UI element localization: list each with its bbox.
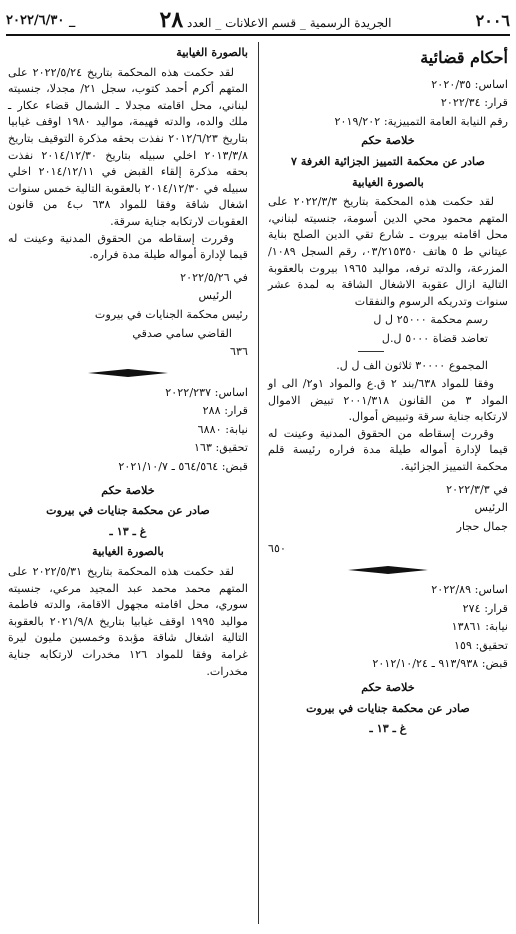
issuing-court: صادر عن محكمة التمييز الجزائية الغرفة ٧	[291, 153, 485, 168]
decision-line: قرار: ٢٠٢٢/٣٤	[440, 96, 508, 110]
sum-rule	[358, 351, 384, 352]
total-line: المجموع ٣٠٠٠٠ ثلاثون الف ل ل.	[336, 358, 488, 372]
judgment-text: لقد حكمت هذه المحكمة بتاريخ ٢٠٢٢/٥/٢٤ على المتهم أكرم أحمد كتوب، سجل ٢١/ مجدلا، جنسيته لبناني، محل اقامته مجدلا ـ الشمال قضاء عكار ـ ملك والده، والدته فهيمة، مواليد ١٩٨٠ اوقف غيابيا بتاريخ ٢٠١٢/٦/٢٣ نفذت بحقه مذكرة التوقيف بتاريخ ٢٠١٣/٣/٨ اخلي سبيله بتاريخ ٢٠١٤/١٢/٣٠ نفذت بحقه مذكرة إلقاء القبض في ٢٠١٤/١٢/١١ اخلي سبيله في ٢٠١٤/١٢/٣٠ بالعقوبة التالية خمس سنوات اشغال شاقة وفقا للمواد ٦٣٨ ب٤ من قانون العقوبات لارتكابه جناية سرقة.	[8, 65, 249, 228]
civil-rights-text: وقررت إسقاطه من الحقوق المدنية وعينت له قيما لإدارة أمواله طيلة مدة فراره.	[8, 231, 248, 262]
section-separator	[268, 566, 508, 574]
page-number: ٢٠٠٦	[475, 10, 510, 30]
investigation-line: تحقيق: ١٦٣	[193, 441, 248, 455]
arrest-line: قبض: ٥٦٤/٥٦٤ ـ ٢٠٢١/١٠/٧	[118, 460, 248, 474]
legal-basis-text: وفقا للمواد ٦٣٨/بند ٢ ق.ع والمواد ١و٢/ الى او المواد ٣ من القانون ٢٠٠١/٣١٨ تبيض الاموال لارتكابه جناية سرقة وتبييض أموال.	[268, 377, 508, 424]
judges-fee: تعاضد قضاة ٥٠٠٠ ل.ل	[381, 331, 488, 345]
right-column	[268, 44, 508, 741]
signature-date: في ٢٠٢٢/٣/٣	[446, 482, 508, 496]
section-separator	[8, 369, 248, 377]
reference-number: ٦٥٠	[268, 542, 287, 556]
left-column	[8, 44, 248, 680]
issuing-court: صادر عن محكمة جنايات في بيروت	[306, 700, 470, 715]
in-absentia-label: بالصورة الغيابية	[92, 544, 164, 559]
header-rule	[6, 34, 510, 36]
cassation-number: رقم النيابة العامة التمييزية: ٢٠١٩/٢٠٢	[334, 114, 508, 128]
prosecution-line: نيابة: ٦٨٨٠	[197, 422, 248, 436]
court-fee: رسم محكمة ٢٥٠٠٠ ل ل	[373, 313, 488, 327]
basis-line: اساس: ٢٠٢٢/٢٣٧	[165, 385, 248, 399]
signatory-name: القاضي سامي صدقي	[132, 326, 232, 340]
judgment-text: لقد حكمت هذه المحكمة بتاريخ ٢٠٢٢/٥/٣١ على المتهم محمد محمد عبد المجيد مرعي، جنسيته سوري، محل اقامته مجهول الاقامة، والدته فاطمة مواليد ١٩٩٥ اوقف غيابيا بتاريخ ٢٠٢١/٩/٨ بالعقوبة التالية اشغال شاقة مؤبدة وخمسين مليون ليرة غرامة وفقا للمواد ١٢٦ مخدرات لارتكابه جناية مخدرات.	[8, 565, 249, 678]
judgment-text: لقد حكمت هذه المحكمة بتاريخ ٢٠٢٢/٣/٣ على المتهم محمود محي الدين أسومة، جنسيته لبناني، محل اقامته بيروت ـ شارع تقي الدين الصلح بناية عيتاني ط ٥ هاتف ٠٣/٢١٥٣٥٠، رقم السجل ١٠٨٩/المزرعة، والدته ترفه، مواليد ١٩٦٥ بيروت بالعقوبة التالية ازال عقوبة الاشغال الشاقة به لمدة عشر سنوات وتدريكه الرسوم والنفقات	[268, 195, 508, 308]
signatory-role: الرئيس	[474, 501, 508, 515]
civil-rights-text: وقررت إسقاطه من الحقوق المدنية وعينت له قيما لإدارة أمواله طيلة مدة فراره رئيسة قلم محكمة التمييز الجزائية.	[268, 426, 508, 474]
decision-line: قرار: ٢٨٨	[202, 404, 248, 418]
issuing-court: صادر عن محكمة جنايات في بيروت	[46, 503, 210, 518]
investigation-line: تحقيق: ١٥٩	[453, 638, 508, 652]
in-absentia-label: بالصورة الغيابية	[176, 45, 248, 59]
signatory-court: رئيس محكمة الجنايات في بيروت	[94, 307, 248, 321]
reference-number: ٦٣٦	[229, 345, 248, 359]
page-header	[6, 6, 510, 34]
signatory-role: الرئيس	[198, 289, 232, 303]
chamber-label: غ ـ ١٣ ـ	[369, 721, 407, 736]
issue-date: _ ٢٠٢٢/٦/٣٠	[6, 12, 76, 28]
summary-title: خلاصة حكم	[361, 133, 415, 148]
arrest-line: قبض: ٩١٣/٩٣٨ ـ ٢٠١٢/١٠/٢٤	[372, 657, 508, 671]
issue-number: ٢٨	[159, 7, 184, 33]
signature-date: في ٢٠٢٢/٥/٢٦	[180, 270, 248, 284]
in-absentia-label: بالصورة الغيابية	[352, 174, 424, 189]
summary-title: خلاصة حكم	[361, 680, 415, 694]
decision-line: قرار: ٢٧٤	[462, 601, 508, 615]
prosecution-line: نيابة: ١٣٨٦١	[451, 620, 508, 634]
section-title: أحكام قضائية	[420, 48, 508, 67]
signatory-name: جمال حجار	[456, 519, 508, 533]
chamber-label: غ ـ ١٣ ـ	[109, 523, 147, 538]
gazette-title	[75, 7, 475, 33]
basis-line: اساس: ٢٠٢٢/٨٩	[431, 583, 508, 597]
summary-title: خلاصة حكم	[101, 482, 155, 497]
basis-line: اساس: ٢٠٢٠/٣٥	[431, 77, 508, 91]
gazette-name: الجريدة الرسمية _ قسم الاعلانات _ العدد	[187, 16, 392, 30]
column-divider	[258, 42, 259, 924]
